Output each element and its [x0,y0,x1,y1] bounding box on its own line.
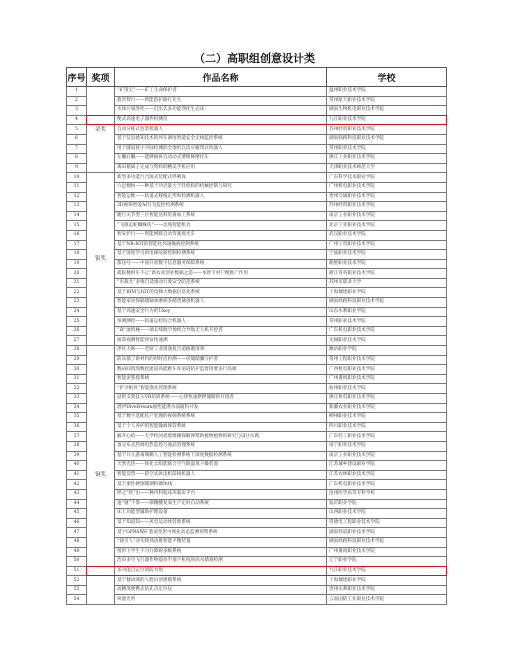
table-row [67,134,447,144]
school-name: 苏州市职业大学 [327,278,447,288]
school-name: 新疆农业职业技术学院 [327,403,447,413]
school-name: 上海城建职业学院 [327,576,447,586]
work-name: 基于高速安全行为的Ukey [115,307,327,317]
school-name: 辽宁职业学院 [327,557,447,567]
row-number: 23 [67,298,87,308]
table-row [67,355,447,365]
work-name: 风感光吟 [115,595,327,605]
work-name: 高精度便携式钻孔点定位仪 [115,585,327,595]
work-name: 治田多空飞行器作物提高半地下机构的高水储备检测 [115,557,327,567]
table-row [67,537,447,547]
header-school: 学校 [327,68,447,87]
school-name: 广东机电职业技术学院 [327,480,447,490]
table-row [67,413,447,423]
school-name: 贵州水利职业技术学院 [327,585,447,595]
work-name: 净化大师——全厨工业排油复合道路港清零 [115,346,327,356]
table-row [67,595,447,605]
school-name: 武汉职业技术学院 [327,230,447,240]
work-name: 3D视频智能AI行为监控检测系统 [115,202,327,212]
table-row [67,87,447,97]
table-row [67,509,447,519]
school-name: 贵州交通职业技术学院 [327,192,447,202]
school-name: 常德电工程职业技术学院 [327,518,447,528]
work-name: 基于开元游离微稠人工智能检测系统下深度数据检测系统 [115,451,327,461]
work-name: 智能家居保隔墙轴承磨损多储货储备机器人 [115,298,327,308]
header-work: 作品名称 [115,68,327,87]
work-name: 床上功能型辅助护理设备 [115,509,327,519]
row-number: 26 [67,326,87,336]
header-num: 序号 [67,68,87,87]
table-row [67,211,447,221]
school-name: 广东科学技术职业学院 [327,173,447,183]
table-row [67,489,447,499]
row-number: 15 [67,221,87,231]
school-name: 苏州经贸职业技术学院 [327,202,447,212]
row-number: 5 [67,125,87,135]
table-row [67,317,447,327]
row-number: 35 [67,413,87,423]
row-number: 6 [67,134,87,144]
row-number: 12 [67,192,87,202]
row-number: 48 [67,537,87,547]
school-name: 四川职业技术学院 [327,422,447,432]
table-row [67,528,447,538]
work-name: “铸引人”动车轮熟动推智能平衡装置 [115,537,327,547]
work-name: 基于NB-IOT的智能化高速输液控制系统 [115,240,327,250]
row-number: 36 [67,422,87,432]
school-name: 无锡职业技术学院 [327,336,447,346]
work-name: “飞锥走蛇蜘蛛侠”——边坡智能机具 [115,221,327,231]
table-row [67,451,447,461]
table-row [67,547,447,557]
table-row [67,298,447,308]
school-name: 山东水利职业学院 [327,307,447,317]
table-row [67,288,447,298]
school-name: 南京工业职业技术学院 [327,451,447,461]
work-name: 基于BIM与IOT的电梯大数据信息化系统 [115,288,327,298]
school-name: 湖南铁道职业技术学院 [327,528,447,538]
row-number: 50 [67,557,87,567]
work-name: 演算观测智能快发快速测 [115,336,327,346]
school-name: 广州番禺职业技术学院 [327,547,447,557]
row-number: 37 [67,432,87,442]
table-row [67,499,447,509]
school-name: 南京工业职业技术学院 [327,211,447,221]
school-name: 天津职业技术师范大学 [327,163,447,173]
row-number: 45 [67,509,87,519]
school-name: 常州职业技术学院 [327,144,447,154]
row-number: 13 [67,202,87,212]
row-number: 43 [67,489,87,499]
work-name: 离田猪离子完成与资料的精美手机应用 [115,163,327,173]
row-number: 38 [67,441,87,451]
school-name: 上海城建职业学院 [327,288,447,298]
table-row [67,432,447,442]
school-name: 浙江工业职业技术学院 [327,154,447,164]
school-name: 九江职业技术学院 [327,566,447,576]
row-number: 19 [67,259,87,269]
school-name: 宁波职业技术学院 [327,250,447,260]
row-number: 31 [67,374,87,384]
school-name: 湖南铁路科技职业技术学院 [327,298,447,308]
table-row [67,163,447,173]
header-award: 奖项 [87,68,115,87]
school-name: 广东轻工职业技术学院 [327,432,447,442]
work-name: 备分布式热调电热监控与油品管理系统 [115,441,327,451]
table-row [67,441,447,451]
row-number: 42 [67,480,87,490]
row-number: 14 [67,211,87,221]
row-number: 46 [67,518,87,528]
table-row [67,336,447,346]
work-name: 自动分拣式包装机器人 [115,125,327,135]
table-row [67,307,447,317]
row-number: 7 [67,144,87,154]
table-row [67,125,447,135]
table-row [67,230,447,240]
table-row [67,518,447,528]
school-name: 临沂职业学院 [327,499,447,509]
work-name: “森”流机械——端长续航空地组合导航无人机开挖者 [115,326,327,336]
row-number: 9 [67,163,87,173]
award-cell: 银奖 [87,173,115,346]
table-row [67,470,447,480]
table-row [67,259,447,269]
work-name: 基于GPRS煤矿巷道变形可视化动态监测预警系统 [115,528,327,538]
table-row [67,154,447,164]
table-row [67,365,447,375]
row-number: 40 [67,461,87,471]
work-name: 左撇右撇——能够抽拆自动动式菜维修摩托车 [115,154,327,164]
row-number: 21 [67,278,87,288]
row-number: 20 [67,269,87,279]
table-row [67,461,447,471]
table-row [67,326,447,336]
work-name: 图形下学生不习行障碍多级系统 [115,547,327,557]
work-name: 随行关节型三位智能送料装备加工系统 [115,211,327,221]
school-name: 柳州职业技术学院 [327,413,447,423]
school-name: 浙江机电职业技术学院 [327,394,447,404]
row-number: 27 [67,336,87,346]
work-name: 智能运维——轨道式移植定形和检测机器人 [115,192,327,202]
row-number: 4 [67,115,87,125]
work-name: 都送号——中国开放数字信息服务保障系统 [115,259,327,269]
work-name: 基于数字选配化产处理的视频系统系统 [115,413,327,423]
table-row [67,96,447,106]
table-row [67,182,447,192]
award-cell: 铜奖 [87,346,115,605]
row-number: 30 [67,365,87,375]
work-name: 救害智行——智能防护路行先生 [115,96,327,106]
row-number: 8 [67,154,87,164]
work-name: “护卫根养”智能渔业管理系统 [115,384,327,394]
row-number: 44 [67,499,87,509]
school-name: 山西职业技术学院 [327,509,447,519]
work-name: 基于知道知——风电运动体营新系统 [115,518,327,528]
work-name: 解开心结——大学校园意境维操探解弹帮助植物植物的研究与设计实践 [115,432,327,442]
work-name: 多功能自定位消防水炮 [115,566,327,576]
row-number: 53 [67,585,87,595]
work-name: 疏院梳财车不止“新农业创业数据之造——本智卡村户级推广作用 [115,269,327,279]
work-name: 智安护行——智能网联自动驾驶观光车 [115,230,327,240]
table-row [67,192,447,202]
work-name: 防乐都了新材料的时时洁检测——居储储骤守护者 [115,355,327,365]
table-row [67,422,447,432]
work-name: 基于柔性硬钢微钢粉塘体线 [115,480,327,490]
work-name: 天然光热——体化太阳能联合空气除湿蒸干燥装置 [115,461,327,471]
table-row [67,480,447,490]
row-number: 28 [67,346,87,356]
table-row [67,384,447,394]
row-number: 39 [67,451,87,461]
school-name: 潍坊职业学院 [327,346,447,356]
table-row [67,202,447,212]
table-row [67,585,447,595]
row-number: 47 [67,528,87,538]
work-name: “矿笛宝”——矿工生命保护者 [115,87,327,97]
work-name: 智能泥浆搅系统 [115,374,327,384]
row-number: 2 [67,96,87,106]
table-row [67,221,447,231]
school-name: 苏州经贸职业技术学院 [327,125,447,135]
table-row [67,144,447,154]
school-name: 广州番禺职业技术学院 [327,374,447,384]
school-name: 常州职业技术学院 [327,317,447,327]
row-number: 52 [67,576,87,586]
table-row [67,576,447,586]
work-name: 用于隧道狭小空间检测的全地形自适应履带式机器人 [115,144,327,154]
row-number: 33 [67,394,87,404]
work-name: 冠阶支架技入VR培训系统——心律快速摆摆储储的开创者 [115,394,327,404]
row-number: 24 [67,307,87,317]
table-row [67,403,447,413]
school-name: 南宁职业技术学院 [327,441,447,451]
table-row [67,250,447,260]
row-number: 51 [67,566,87,576]
work-name: 数码间筑图数控流道高能跑车库道道防护监督排要多行高端 [115,365,327,375]
table-row [67,173,447,183]
row-number: 1 [67,87,87,97]
table-row [67,278,447,288]
work-name: 速“驰”不算——渐精酸复氧生产定时自动系统 [115,499,327,509]
page-title: （二）高职组创意设计类 [194,52,315,65]
awards-table [66,67,447,605]
table-row [67,374,447,384]
school-name: 江苏城乡建设职业学院 [327,461,447,471]
work-name: 基于深度学习的电梯故障控制检测系统 [115,250,327,260]
school-name: 广州机电职业技术学院 [327,182,447,192]
row-number: 18 [67,250,87,260]
row-number: 16 [67,230,87,240]
school-name: 湖南生物机电职业技术学院 [327,106,447,116]
work-name: 六足棉纺——种基于功近量大于针机构的机械控制与研究 [115,182,327,192]
table-row [67,240,447,250]
work-name: 智能淀营——防空式风电机前线机器人 [115,470,327,480]
table-row [67,346,447,356]
row-number: 10 [67,173,87,183]
school-name: 常州航天职业技术学院 [327,96,447,106]
school-name: 广东机电职业技术学院 [327,326,447,336]
work-name: 预测测控——轨道运检综合机器人 [115,317,327,327]
award-cell: 金奖 [87,87,115,173]
work-name: 基于信息感知技术的列车调度智能安全无线监控系统 [115,134,327,144]
school-name: 沧州医学高等专科学校 [327,489,447,499]
school-name: 杭州职业技术学院 [327,384,447,394]
row-number: 34 [67,403,87,413]
school-name: 湖南铁路科技职业技术学院 [327,537,447,547]
row-number: 54 [67,595,87,605]
school-name: 广西机电职业技术学院 [327,365,447,375]
table-row [67,269,447,279]
school-name: 广州工贸职业技术学院 [327,240,447,250]
school-name: 北京工业职业技术学院 [327,221,447,231]
row-number: 32 [67,384,87,394]
table-header-row [67,68,447,87]
work-name: 便式高速电子器件检测仪 [115,115,327,125]
row-number: 17 [67,240,87,250]
table-row [67,394,447,404]
table-row [67,115,447,125]
row-number: 41 [67,470,87,480]
school-name: 江苏农林职业技术学院 [327,470,447,480]
school-name: 常州工程职业技术学院 [327,355,447,365]
work-name: 水体污染净化——沉水式多功能净化生态床 [115,106,327,116]
row-number: 29 [67,355,87,365]
work-name: 新型多功能行合演式装配式呼吸垛 [115,173,327,183]
work-name: 呼之“疾”出——种内科临床库临床平台 [115,489,327,499]
school-name: 云南国防工业职业技术学院 [327,595,447,605]
school-name: 九江职业技术学院 [327,115,447,125]
row-number: 49 [67,547,87,557]
work-name: 潜伊DiveDream画性能潜水面箱科开发 [115,403,327,413]
work-name: 基于移动端的人脸识别建模系统 [115,576,327,586]
table-row [67,557,447,567]
table-body [67,87,447,605]
row-number: 22 [67,288,87,298]
school-name: 温州职业技术学院 [327,87,447,97]
row-number: 3 [67,106,87,116]
school-name: 浙江育英职业技术学院 [327,269,447,279]
work-name: 基于个人养护的智能输液保管系统 [115,422,327,432]
school-name: 鹤壁职业技术学院 [327,259,447,269]
work-name: “市载尤”多维自适感动行驶安全防范系统 [115,278,327,288]
school-name: 湖南铁路科技职业技术学院 [327,134,447,144]
table-row [67,106,447,116]
row-number: 11 [67,182,87,192]
row-number: 25 [67,317,87,327]
table-row [67,566,447,576]
